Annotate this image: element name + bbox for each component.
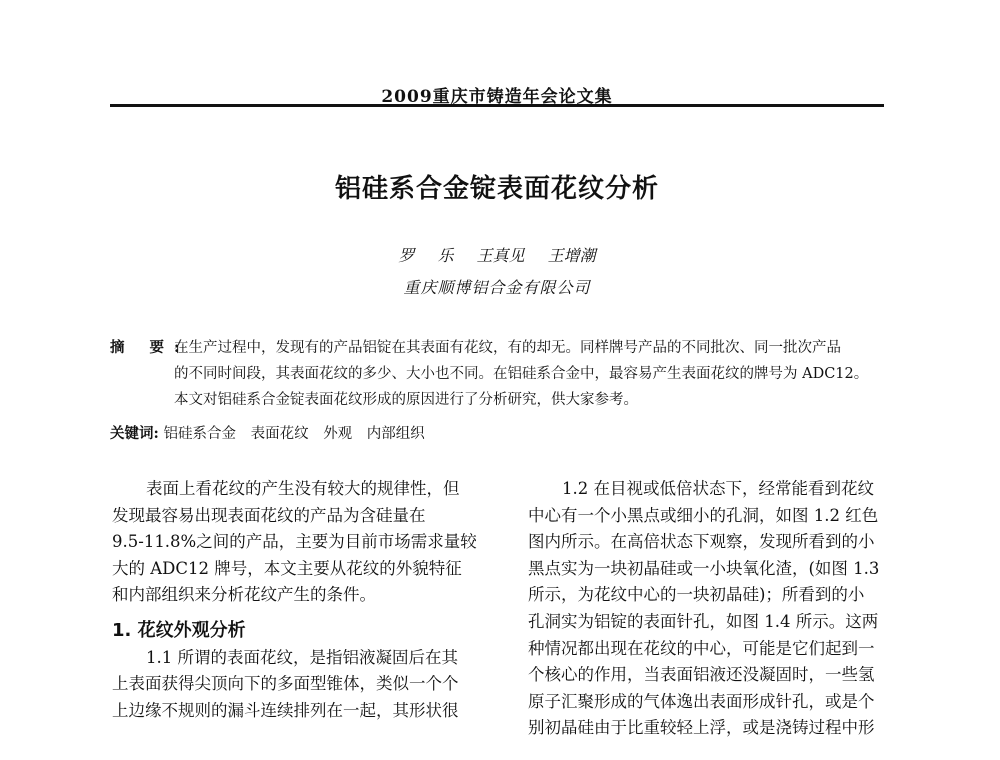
body-line: 发现最容易出现表面花纹的产品为含硅量在: [112, 505, 426, 525]
authors: 罗 乐 王真见 王增潮: [398, 246, 596, 265]
body-line: 所示，为花纹中心的一块初晶硅)；所看到的小: [528, 585, 865, 605]
body-line: 表面上看花纹的产生没有较大的规律性，但: [146, 479, 460, 498]
keyword: 外观: [323, 426, 353, 442]
body-line: 个核心的作用，当表面铝液还没凝固时，一些氢: [528, 665, 875, 685]
body-line: 种情况都出现在花纹的中心，可能是它们起到一: [528, 638, 875, 658]
body-line: 1.1 所谓的表面花纹，是指铝液凝固后在其: [146, 647, 458, 667]
header-rule: [110, 104, 884, 107]
body-line: 原子汇聚形成的气体逸出表面形成针孔，或是个: [528, 691, 875, 711]
body-line: 和内部组织来分析花纹产生的条件。: [112, 585, 376, 605]
keywords: [110, 421, 884, 447]
body-line: 别初晶硅由于比重较轻上浮，或是浇铸过程中形: [528, 718, 875, 738]
abstract-line: 的不同时间段，其表面花纹的多少、大小也不同。在铝硅系合金中，最容易产生表面花纹的牌号为 ADC12。: [174, 366, 869, 382]
affiliation: 重庆顺博铝合金有限公司: [403, 278, 591, 297]
body-line: 黑点实为一块初晶硅或一小块氧化渣，(如图 1.3: [528, 558, 880, 578]
abstract: [110, 335, 884, 413]
body-line: 中心有一个小黑点或细小的孔洞，如图 1.2 红色: [528, 505, 879, 525]
body-line: 上表面获得尖顶向下的多面型锥体，类似一个个: [112, 674, 459, 694]
body-line: 1.2 在目视或低倍状态下，经常能看到花纹: [562, 479, 874, 498]
body-line: 孔洞实为铝锭的表面针孔，如图 1.4 所示。这两: [528, 611, 879, 631]
body-left-column: [112, 476, 490, 724]
body-line: 图内所示。在高倍状态下观察，发现所看到的小: [528, 532, 875, 552]
paper-title: 铝硅系合金锭表面花纹分析: [334, 174, 659, 204]
keyword: 内部组织: [366, 426, 425, 442]
body-line: 9.5-11.8%之间的产品，主要为目前市场需求量较: [112, 532, 477, 552]
abstract-text: [174, 335, 884, 413]
body-line: 大的 ADC12 牌号，本文主要从花纹的外貌特征: [112, 558, 462, 578]
running-header: 2009重庆市铸造年会论文集: [381, 87, 613, 107]
abstract-line: 在生产过程中，发现有的产品铝锭在其表面有花纹，有的却无。同样牌号产品的不同批次、同一批次产品: [174, 340, 841, 356]
body-right-column: [528, 476, 906, 742]
body-line: 上边缘不规则的漏斗连续排列在一起，其形状很: [112, 700, 459, 720]
keyword: 铝硅系合金: [163, 426, 236, 442]
abstract-line: 本文对铝硅系合金锭表面花纹形成的原因进行了分析研究，供大家参考。: [174, 392, 638, 408]
section-heading: 1. 花纹外观分析: [112, 619, 246, 641]
keywords-label: 关键词:: [110, 425, 159, 442]
keyword: 表面花纹: [250, 426, 309, 442]
abstract-label: 摘 要:: [110, 339, 190, 356]
